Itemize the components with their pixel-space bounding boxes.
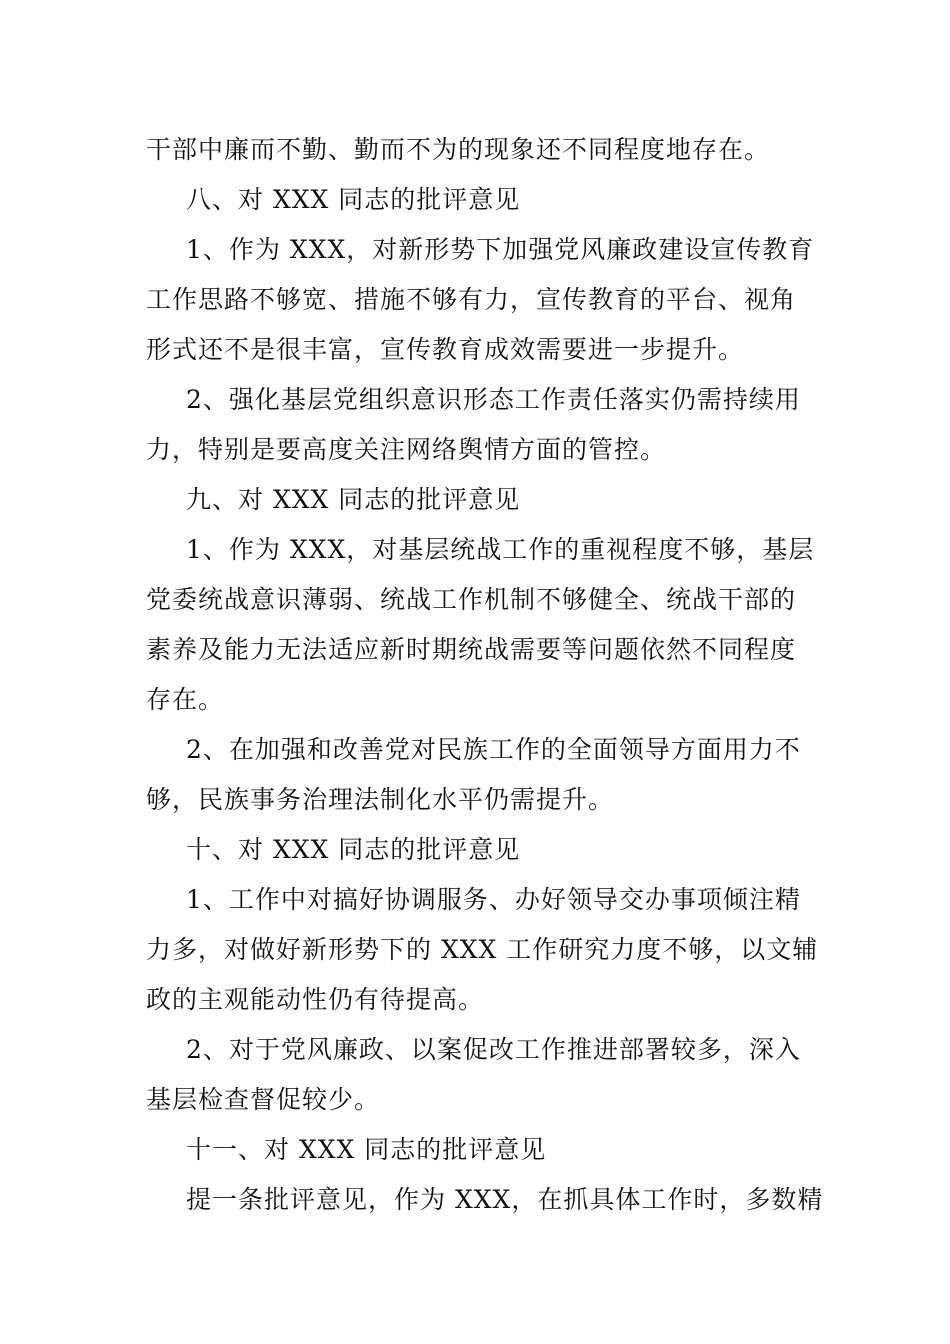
section-heading: 八、对 XXX 同志的批评意见 <box>186 185 521 214</box>
text-line: 存在。 <box>146 685 225 714</box>
text-line: 够，民族事务治理法制化水平仍需提升。 <box>146 785 615 814</box>
text-line: 2、对于党风廉政、以案促改工作推进部署较多，深入 <box>186 1035 801 1064</box>
text-line: 形式还不是很丰富，宣传教育成效需要进一步提升。 <box>146 335 745 364</box>
text-line: 力多，对做好新形势下的 XXX 工作研究力度不够，以文辅 <box>146 935 819 964</box>
text-line: 素养及能力无法适应新时期统战需要等问题依然不同程度 <box>146 635 797 664</box>
text-line: 力，特别是要高度关注网络舆情方面的管控。 <box>146 435 667 464</box>
section-heading: 十一、对 XXX 同志的批评意见 <box>186 1135 547 1164</box>
text-line: 基层检查督促较少。 <box>146 1085 381 1114</box>
section-heading: 九、对 XXX 同志的批评意见 <box>186 485 521 514</box>
text-line: 1、作为 XXX，对新形势下加强党风廉政建设宣传教育 <box>186 235 815 264</box>
text-line: 政的主观能动性仍有待提高。 <box>146 985 485 1014</box>
text-line: 党委统战意识薄弱、统战工作机制不够健全、统战干部的 <box>146 585 797 614</box>
text-line: 提一条批评意见，作为 XXX，在抓具体工作时，多数精 <box>186 1185 824 1214</box>
text-line: 1、作为 XXX，对基层统战工作的重视程度不够，基层 <box>186 535 815 564</box>
section-heading: 十、对 XXX 同志的批评意见 <box>186 835 521 864</box>
text-line: 2、强化基层党组织意识形态工作责任落实仍需持续用 <box>186 385 801 414</box>
text-line: 2、在加强和改善党对民族工作的全面领导方面用力不 <box>186 735 801 764</box>
text-line: 工作思路不够宽、措施不够有力，宣传教育的平台、视角 <box>146 285 797 314</box>
text-line: 1、工作中对搞好协调服务、办好领导交办事项倾注精 <box>186 885 801 914</box>
text-line: 干部中廉而不勤、勤而不为的现象还不同程度地存在。 <box>146 135 771 164</box>
